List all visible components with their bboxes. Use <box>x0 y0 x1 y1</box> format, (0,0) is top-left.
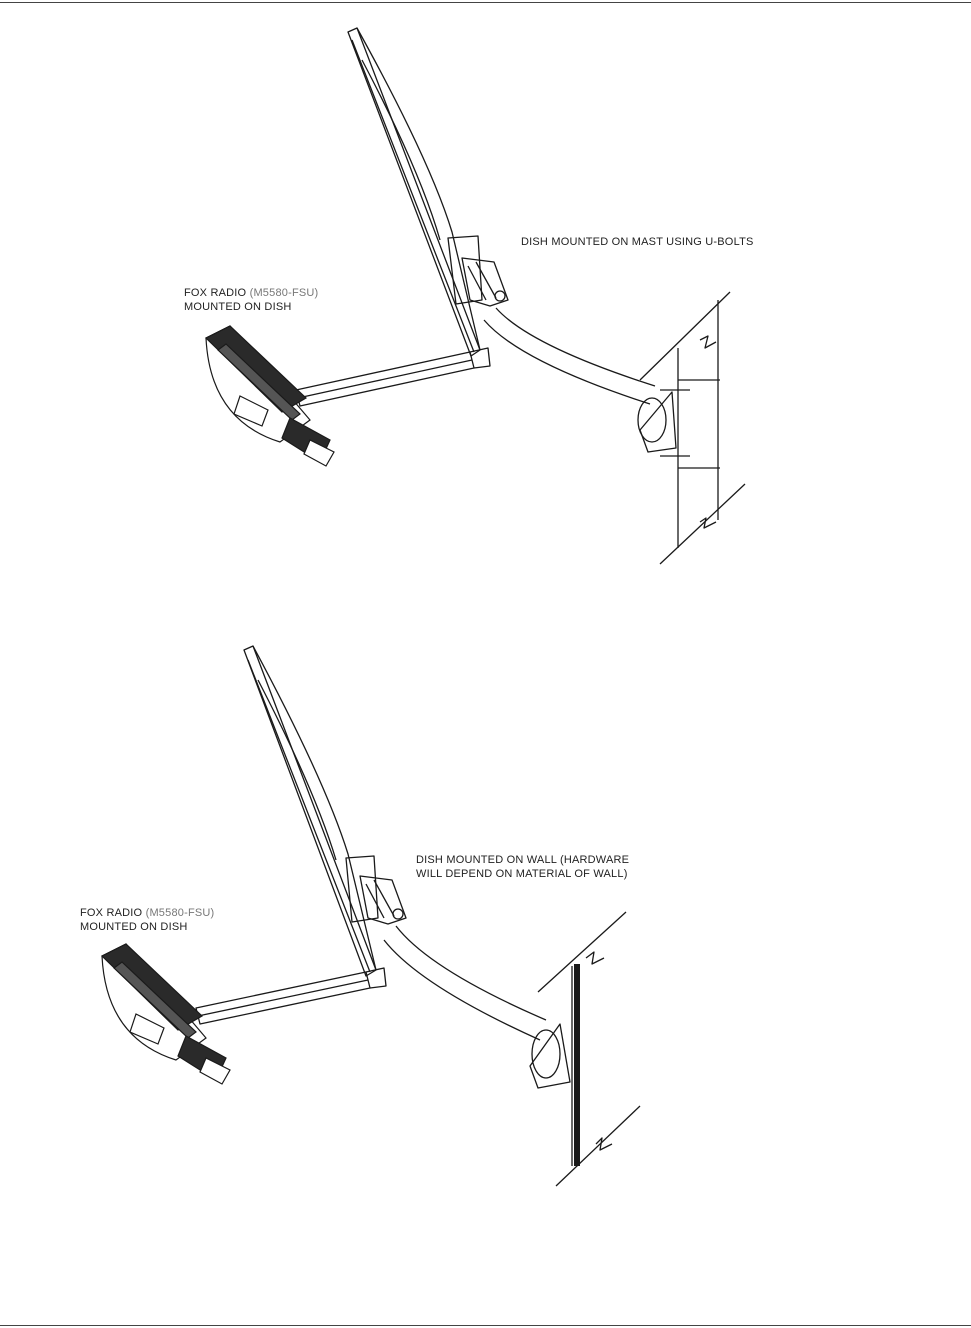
radio-mount-text: MOUNTED ON DISH <box>80 921 188 933</box>
mast-mount-label: DISH MOUNTED ON MAST USING U-BOLTS <box>521 236 754 248</box>
radio-mount-text: MOUNTED ON DISH <box>184 301 292 313</box>
wall-section <box>538 912 640 1186</box>
support-arm <box>484 308 676 452</box>
mast-pole <box>640 292 745 564</box>
radio-name: FOX RADIO <box>184 287 247 299</box>
dish-bracket <box>448 236 508 306</box>
radio-label-bottom <box>80 906 214 934</box>
wall-mount-label <box>416 853 629 881</box>
radio-part-number: (M5580-FSU) <box>145 907 215 919</box>
mast-mount-figure <box>0 0 971 600</box>
dish-reflector <box>348 28 480 356</box>
wall-thick-edge <box>574 964 580 1166</box>
mast-mount-drawing <box>0 0 971 600</box>
wall-mount-figure <box>0 620 971 1220</box>
wall-mount-label-line2: WILL DEPEND ON MATERIAL OF WALL) <box>416 868 628 880</box>
radio-part-number: (M5580-FSU) <box>249 287 319 299</box>
fox-radio-unit <box>102 944 230 1084</box>
feed-arm <box>296 348 490 406</box>
support-arm <box>384 926 570 1088</box>
radio-label-top <box>184 286 318 314</box>
feed-arm <box>196 968 386 1024</box>
radio-name: FOX RADIO <box>80 907 143 919</box>
footer-rule <box>0 1325 971 1326</box>
wall-mount-label-line1: DISH MOUNTED ON WALL (HARDWARE <box>416 854 630 866</box>
fox-radio-unit <box>206 326 334 466</box>
dish-reflector <box>244 646 376 976</box>
